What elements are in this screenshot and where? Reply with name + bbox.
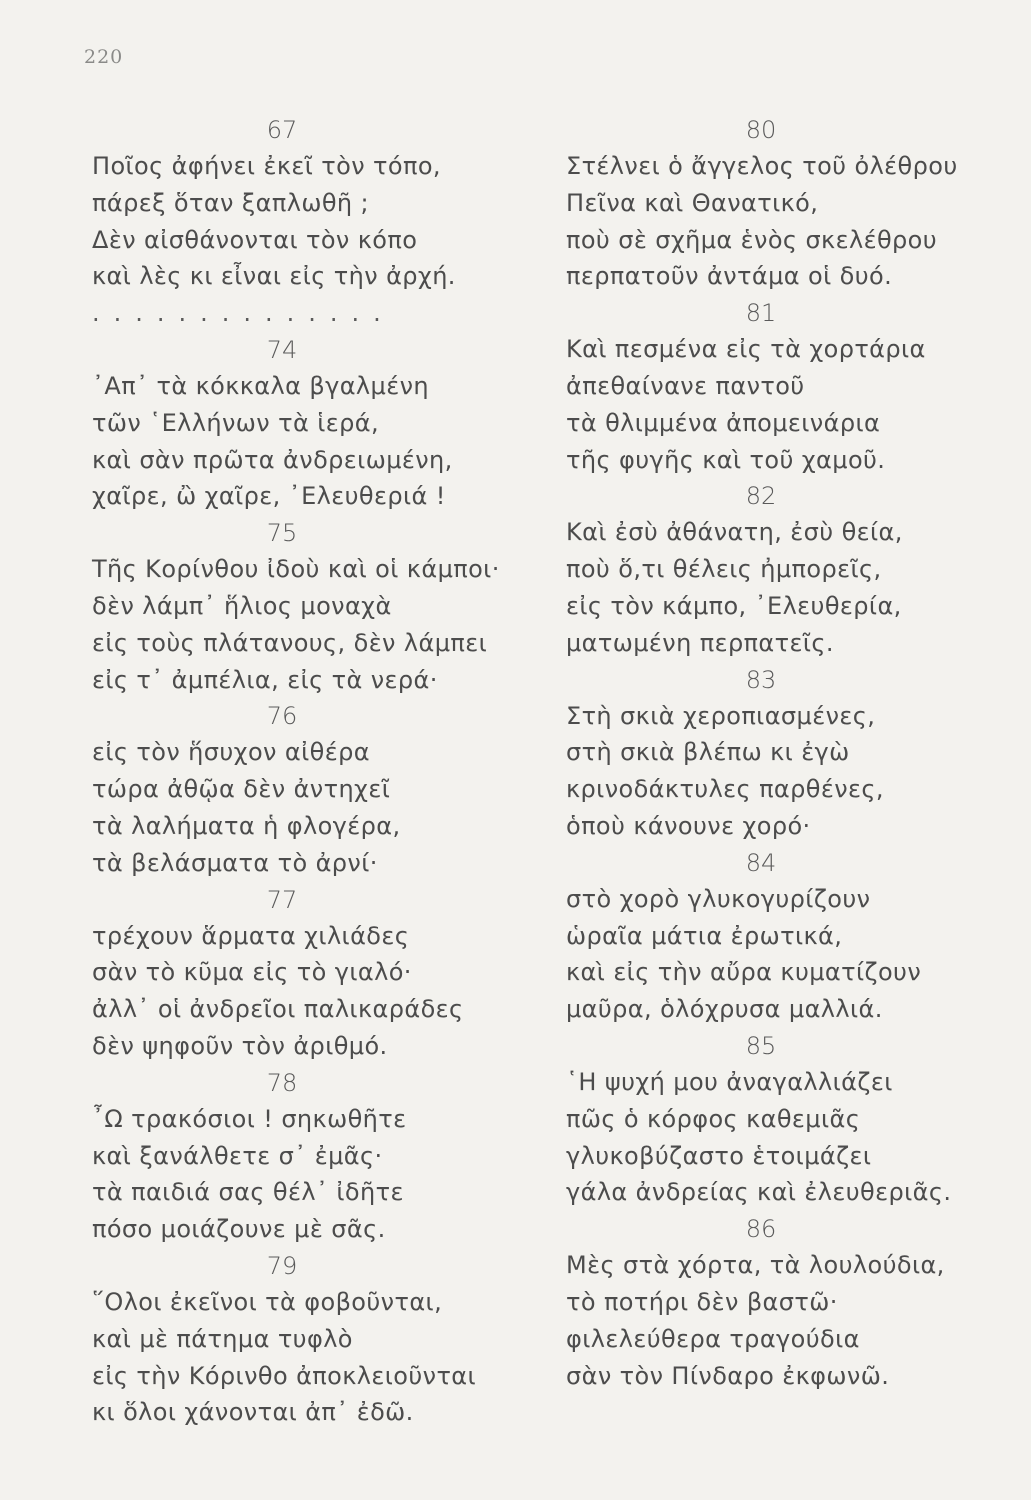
stanza-number: 85 bbox=[745, 1031, 777, 1060]
verse-line: Καὶ πεσμένα εἰς τὰ χορτάρια bbox=[566, 335, 926, 364]
omission-dots: .............. bbox=[92, 299, 395, 328]
right-column bbox=[566, 112, 986, 1394]
verse-line: ῏Ω τρακόσιοι ! σηκωθῆτε bbox=[92, 1104, 407, 1133]
verse-line: Καὶ ἐσὺ ἀθάνατη, ἐσὺ θεία, bbox=[566, 518, 903, 547]
verse-line: ἀπεθαίνανε παντοῦ bbox=[566, 371, 805, 400]
verse-line: δὲν λάμπ᾿ ἥλιος μοναχὰ bbox=[92, 591, 392, 620]
stanza-80 bbox=[566, 112, 986, 295]
stanza-number: 84 bbox=[745, 848, 777, 877]
verse-line: τὰ λαλήματα ἡ φλογέρα, bbox=[92, 811, 401, 840]
stanza-76 bbox=[92, 698, 522, 881]
stanza-83 bbox=[566, 662, 986, 845]
stanza-82 bbox=[566, 478, 986, 661]
stanza-81 bbox=[566, 295, 986, 478]
left-column bbox=[92, 112, 522, 1431]
verse-line: Τῆς Κορίνθου ἰδοὺ καὶ οἱ κάμποι· bbox=[92, 555, 500, 584]
verse-line: στὸ χορὸ γλυκογυρίζουν bbox=[566, 884, 871, 913]
verse-line: Στέλνει ὁ ἄγγελος τοῦ ὀλέθρου bbox=[566, 152, 958, 180]
verse-line: Ποῖος ἀφήνει ἐκεῖ τὸν τόπο, bbox=[92, 152, 441, 180]
verse-line: ῾Η ψυχή μου ἀναγαλλιάζει bbox=[566, 1067, 893, 1096]
verse-line: εἰς τὸν ἥσυχον αἰθέρα bbox=[92, 738, 370, 767]
stanza-77 bbox=[92, 882, 522, 1065]
verse-line: Στὴ σκιὰ χεροπιασμένες, bbox=[566, 701, 876, 730]
stanza-74 bbox=[92, 332, 522, 515]
stanza-84 bbox=[566, 845, 986, 1028]
verse-line: εἰς τοὺς πλάτανους, δὲν λάμπει bbox=[92, 628, 488, 657]
stanza-75 bbox=[92, 515, 522, 698]
verse-line: ῞Ολοι ἐκεῖνοι τὰ φοβοῦνται, bbox=[92, 1287, 443, 1316]
verse-line: τῶν ῾Ελλήνων τὰ ἱερά, bbox=[92, 408, 379, 437]
verse-line: τώρα ἀθῷα δὲν ἀντηχεῖ bbox=[92, 775, 391, 804]
stanza-number: 74 bbox=[266, 335, 298, 364]
verse-line: τῆς φυγῆς καὶ τοῦ χαμοῦ. bbox=[566, 445, 886, 474]
verse-line: πάρεξ ὅταν ξαπλωθῆ ; bbox=[92, 188, 370, 217]
verse-line: τὰ βελάσματα τὸ ἀρνί· bbox=[92, 848, 378, 877]
verse-line: περπατοῦν ἀντάμα οἱ δυό. bbox=[566, 262, 893, 291]
verse-line: γάλα ἀνδρείας καὶ ἐλευθεριᾶς. bbox=[566, 1178, 952, 1207]
stanza-number: 78 bbox=[266, 1068, 298, 1097]
verse-line: τρέχουν ἅρματα χιλιάδες bbox=[92, 921, 410, 950]
verse-line: κι ὅλοι χάνονται ἀπ᾿ ἐδῶ. bbox=[92, 1398, 414, 1427]
verse-line: εἰς τ᾿ ἀμπέλια, εἰς τὰ νερά· bbox=[92, 665, 438, 694]
verse-line: φιλελεύθερα τραγούδια bbox=[566, 1324, 860, 1353]
verse-line: καὶ μὲ πάτημα τυφλὸ bbox=[92, 1324, 353, 1353]
stanza-86 bbox=[566, 1211, 986, 1394]
verse-line: Δὲν αἰσθάνονται τὸν κόπο bbox=[92, 225, 418, 254]
verse-line: εἰς τὸν κάμπο, ᾿Ελευθερία, bbox=[566, 591, 902, 620]
verse-line: καὶ λὲς κι εἶναι εἰς τὴν ἀρχή. bbox=[92, 262, 456, 291]
verse-line: μαῦρα, ὁλόχρυσα μαλλιά. bbox=[566, 995, 883, 1024]
stanza-78 bbox=[92, 1065, 522, 1248]
verse-line: πῶς ὁ κόρφος καθεμιᾶς bbox=[566, 1104, 861, 1133]
verse-line: Μὲς στὰ χόρτα, τὰ λουλούδια, bbox=[566, 1251, 945, 1280]
verse-line: τὰ θλιμμένα ἀπομεινάρια bbox=[566, 408, 881, 437]
verse-line: εἰς τὴν Κόρινθο ἀποκλειοῦνται bbox=[92, 1361, 477, 1390]
verse-line: καὶ εἰς τὴν αὔρα κυματίζουν bbox=[566, 958, 922, 987]
verse-line: σὰν τὸν Πίνδαρο ἐκφωνῶ. bbox=[566, 1361, 890, 1390]
verse-line: ποὺ σὲ σχῆμα ἑνὸς σκελέθρου bbox=[566, 225, 938, 254]
verse-line: δὲν ψηφοῦν τὸν ἀριθμό. bbox=[92, 1031, 388, 1060]
verse-line: ἀλλ᾿ οἱ ἀνδρεῖοι παλικαράδες bbox=[92, 995, 464, 1024]
stanza-number: 77 bbox=[266, 885, 298, 914]
verse-line: χαῖρε, ὢ χαῖρε, ᾿Ελευθεριά ! bbox=[92, 482, 446, 511]
stanza-number: 75 bbox=[266, 519, 298, 548]
stanza-85 bbox=[566, 1028, 986, 1211]
stanza-number: 82 bbox=[745, 482, 777, 511]
verse-line: ματωμένη περπατεῖς. bbox=[566, 628, 834, 657]
stanza-number: 83 bbox=[745, 665, 777, 694]
verse-line: ποὺ ὅ,τι θέλεις ἠμπορεῖς, bbox=[566, 555, 882, 584]
stanza-number: 79 bbox=[266, 1251, 298, 1280]
verse-line: καὶ σὰν πρῶτα ἀνδρειωμένη, bbox=[92, 445, 453, 474]
verse-line: σὰν τὸ κῦμα εἰς τὸ γιαλό· bbox=[92, 958, 412, 987]
stanza-number: 81 bbox=[745, 299, 777, 328]
stanza-67 bbox=[92, 112, 522, 295]
verse-line: τὰ παιδιά σας θέλ᾿ ἰδῆτε bbox=[92, 1178, 404, 1207]
stanza-number: 86 bbox=[745, 1215, 777, 1244]
verse-line: γλυκοβύζαστο ἑτοιμάζει bbox=[566, 1141, 872, 1170]
stanza-number: 80 bbox=[745, 116, 777, 144]
verse-line: ὡραῖα μάτια ἐρωτικά, bbox=[566, 921, 843, 950]
stanza-number: 76 bbox=[266, 702, 298, 731]
verse-line: στὴ σκιὰ βλέπω κι ἐγὼ bbox=[566, 738, 850, 767]
page-number: 220 bbox=[84, 46, 124, 68]
verse-line: καὶ ξανάλθετε σ᾿ ἐμᾶς· bbox=[92, 1141, 383, 1170]
verse-line: ὁποὺ κάνουνε χορό· bbox=[566, 811, 811, 840]
stanza-number: 67 bbox=[266, 116, 298, 144]
verse-line: τὸ ποτήρι δὲν βαστῶ· bbox=[566, 1287, 838, 1316]
verse-line: κρινοδάκτυλες παρθένες, bbox=[566, 775, 884, 804]
verse-line: πόσο μοιάζουνε μὲ σᾶς. bbox=[92, 1215, 386, 1244]
verse-line: ᾿Απ᾿ τὰ κόκκαλα βγαλμένη bbox=[92, 371, 429, 400]
stanza-79 bbox=[92, 1248, 522, 1431]
verse-line: Πεῖνα καὶ Θανατικό, bbox=[566, 188, 819, 217]
